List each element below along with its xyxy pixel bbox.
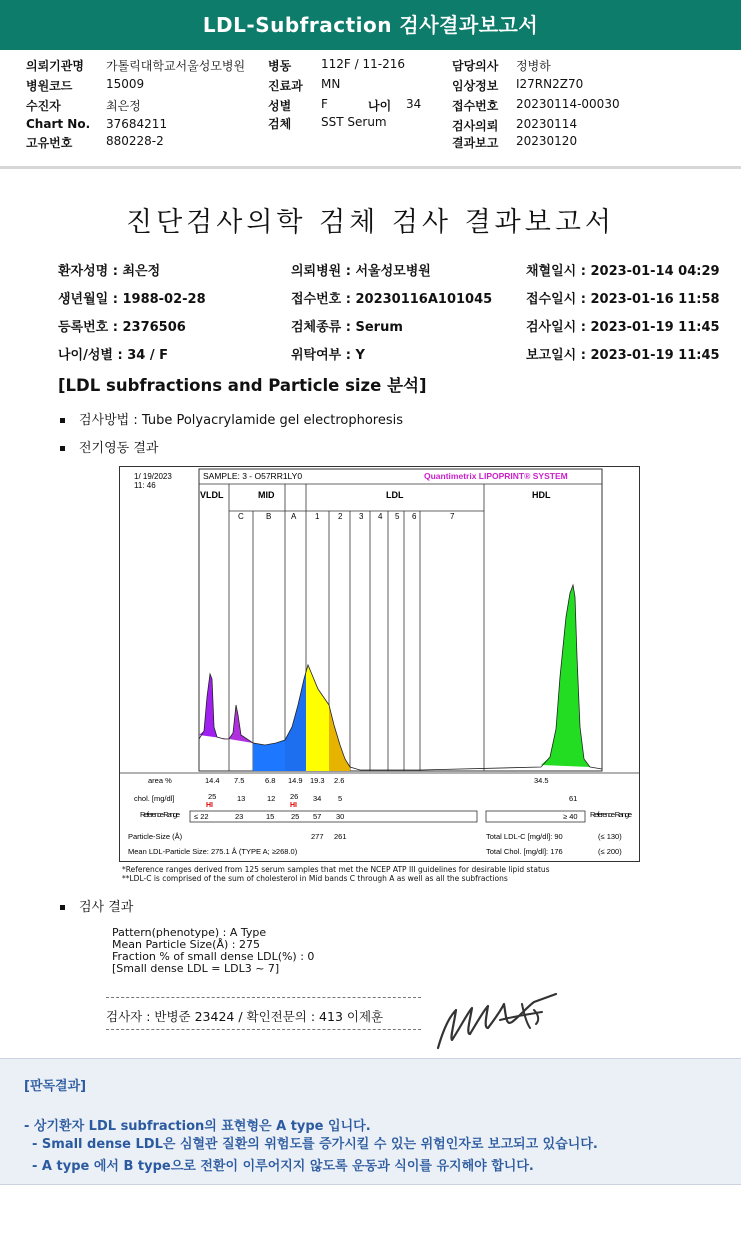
- age-label: 나이: [368, 99, 392, 113]
- particle-size-2: 261: [334, 832, 347, 841]
- reference-label-left: Reference Range: [140, 810, 180, 819]
- clinical-label: 임상정보: [452, 79, 499, 93]
- hospital-code-value: 15009: [106, 77, 145, 91]
- result-label: 검사 결과: [79, 900, 134, 915]
- hospital-code-label: 병원코드: [26, 79, 73, 93]
- interpretation-title: [판독결과]: [24, 1079, 87, 1094]
- ref-vldl: ≤ 22: [194, 812, 209, 821]
- band-b: B: [266, 512, 272, 521]
- ward-value: 112F / 11-216: [321, 57, 405, 71]
- group-vldl: VLDL: [200, 490, 224, 500]
- document-title: 진단검사의학 검체 검사 결과보고서: [126, 207, 615, 238]
- ref-c: 23: [235, 812, 244, 821]
- band-5: 5: [395, 512, 400, 521]
- signature-bottom-rule: [106, 1029, 421, 1030]
- doctor-label: 담당의사: [452, 59, 499, 73]
- bullet-dot: [60, 418, 65, 423]
- chol-c: 13: [237, 794, 246, 803]
- patient-info-header: [0, 50, 741, 169]
- ref-hdl: ≥ 40: [563, 812, 578, 821]
- hi-flag-vldl: HI: [206, 802, 213, 809]
- method-label: 검사방법 : Tube Polyacrylamide gel electrophoresis: [79, 413, 404, 428]
- chol-1: 34: [313, 794, 322, 803]
- chol-a: 26: [290, 792, 299, 801]
- band-4: 4: [378, 512, 383, 521]
- sex-value: F: [321, 97, 328, 111]
- band-3: 3: [359, 512, 364, 521]
- report-date-label: 결과보고: [452, 136, 499, 150]
- total-ldl-ref: (≤ 130): [598, 832, 622, 841]
- specimen-value: SST Serum: [321, 115, 387, 129]
- ref-a: 25: [291, 812, 300, 821]
- doctor-value: 정병하: [516, 59, 551, 73]
- clinical-value: I27RN2Z70: [516, 77, 584, 91]
- band-1: 1: [315, 512, 320, 521]
- signature-top-rule: [106, 997, 421, 998]
- receipt-no-label: 접수번호: [452, 99, 499, 113]
- tested-time: 검사일시 : 2023-01-19 11:45: [526, 320, 720, 335]
- area-b: 6.8: [265, 776, 276, 785]
- ref-b: 15: [266, 812, 275, 821]
- group-mid: MID: [258, 490, 275, 500]
- receipt-number: 접수번호 : 20230116A101045: [291, 292, 493, 307]
- chart-brand: Quantimetrix LIPOPRINT® SYSTEM: [424, 471, 568, 481]
- particle-size-label: Particle-Size (Å): [128, 832, 183, 841]
- interpretation-line-1: - 상기환자 LDL subfraction의 표현형은 A type 입니다.: [24, 1119, 371, 1134]
- footnote-2: **LDL-C is comprised of the sum of cholesterol in Mid bands C through A as well as all the subfractions: [122, 873, 508, 883]
- referring-hospital: 의뢰병원 : 서울성모병원: [291, 264, 431, 279]
- total-chol-ref: (≤ 200): [598, 847, 622, 856]
- chol-b: 12: [267, 794, 276, 803]
- signature-image: [430, 990, 565, 1052]
- bullet-dot: [60, 446, 65, 451]
- receipt-no-value: 20230114-00030: [516, 97, 620, 111]
- band-7: 7: [450, 512, 455, 521]
- interpretation-line-2: - Small dense LDL은 심혈관 질환의 위험도를 증가시킬 수 있는 위험인자로 보고되고 있습니다.: [32, 1137, 598, 1152]
- chart-footnotes: [122, 866, 550, 883]
- request-date-label: 검사의뢰: [452, 119, 499, 133]
- chart-sample: SAMPLE: 3 - O57RR1LY0: [203, 471, 303, 481]
- hi-flag-a: HI: [290, 802, 297, 809]
- electro-bullet: [60, 437, 158, 456]
- collector-label: 수진자: [26, 99, 61, 113]
- chol-label: chol. [mg/dl]: [134, 794, 175, 803]
- specimen-label: 검체: [268, 117, 292, 131]
- interpretation-line-3: - A type 에서 B type으로 전환이 이루어지지 않도록 운동과 식이를 유지해야 합니다.: [32, 1159, 534, 1174]
- section-title: [LDL subfractions and Particle size 분석]: [58, 376, 427, 395]
- band-6: 6: [412, 512, 417, 521]
- method-bullet: [60, 409, 403, 428]
- footnote-1: *Reference ranges derived from 125 serum samples that met the NCEP ATP III guidelines for desirable lipid status: [122, 865, 550, 874]
- unique-no-label: 고유번호: [26, 136, 73, 150]
- reported-time: 보고일시 : 2023-01-19 11:45: [526, 348, 720, 363]
- area-c: 7.5: [234, 776, 245, 785]
- received-time: 접수일시 : 2023-01-16 11:58: [526, 292, 720, 307]
- chol-2: 5: [338, 794, 343, 803]
- patient-age-sex: 나이/성별 : 34 / F: [58, 348, 169, 363]
- dept-value: MN: [321, 77, 341, 91]
- reference-label-right: Reference Range: [590, 810, 632, 819]
- chart-no-value: 37684211: [106, 117, 168, 131]
- area-hdl: 34.5: [534, 776, 549, 785]
- group-ldl: LDL: [386, 490, 404, 500]
- unique-no-value: 880228-2: [106, 134, 164, 148]
- electrophoresis-chart: [119, 466, 640, 862]
- report-date-value: 20230120: [516, 134, 578, 148]
- total-chol: Total Chol. [mg/dl]: 176: [486, 847, 563, 856]
- group-hdl: HDL: [532, 490, 551, 500]
- chart-date: 1/ 19/2023: [134, 472, 172, 481]
- particle-size-1: 277: [311, 832, 324, 841]
- interpretation-box: [0, 1058, 741, 1185]
- request-date-value: 20230114: [516, 117, 578, 131]
- result-fraction: Fraction % of small dense LDL(%) : 0: [112, 950, 315, 963]
- chol-hdl: 61: [569, 794, 578, 803]
- ref-2: 30: [336, 812, 345, 821]
- collector-value: 최은정: [106, 99, 141, 113]
- signature-line: 검사자 : 반병준 23424 / 확인전문의 : 413 이제훈: [106, 1009, 384, 1024]
- area-label: area %: [148, 776, 172, 785]
- institution-label: 의뢰기관명: [26, 59, 84, 73]
- electrophoresis-svg: [120, 467, 639, 861]
- electro-label: 전기영동 결과: [79, 441, 159, 456]
- result-bullet: [60, 896, 133, 915]
- patient-dob: 생년월일 : 1988-02-28: [58, 292, 206, 307]
- band-c: C: [238, 512, 244, 521]
- collected-time: 채혈일시 : 2023-01-14 04:29: [526, 264, 720, 279]
- band-2: 2: [338, 512, 343, 521]
- area-a: 14.9: [288, 776, 303, 785]
- ref-1: 57: [313, 812, 322, 821]
- chart-no-label: Chart No.: [26, 117, 91, 131]
- patient-name: 환자성명 : 최은정: [58, 264, 161, 279]
- outsourced-flag: 위탁여부 : Y: [291, 348, 365, 363]
- total-ldl: Total LDL-C [mg/dl]: 90: [486, 832, 563, 841]
- chol-vldl: 25: [208, 792, 217, 801]
- report-title-bar: [0, 0, 741, 50]
- area-2: 2.6: [334, 776, 345, 785]
- bullet-dot: [60, 905, 65, 910]
- ward-label: 병동: [268, 59, 292, 73]
- dept-label: 진료과: [268, 79, 303, 93]
- result-sdldl-def: [Small dense LDL = LDL3 ~ 7]: [112, 962, 280, 975]
- report-title: LDL-Subfraction 검사결과보고서: [202, 13, 539, 37]
- result-pattern: Pattern(phenotype) : A Type: [112, 926, 267, 939]
- age-value: 34: [406, 97, 422, 111]
- area-vldl: 14.4: [205, 776, 220, 785]
- band-a: A: [291, 512, 297, 521]
- institution-value: 가톨릭대학교서울성모병원: [106, 59, 246, 73]
- plot-frame: [199, 469, 602, 771]
- area-1: 19.3: [310, 776, 325, 785]
- specimen-type: 검체종류 : Serum: [291, 320, 403, 335]
- result-mean-size: Mean Particle Size(Å) : 275: [112, 938, 260, 951]
- patient-reg-no: 등록번호 : 2376506: [58, 320, 186, 335]
- mean-ldl-size: Mean LDL-Particle Size: 275.1 Å (TYPE A; ≥268.0): [128, 847, 298, 856]
- sex-label: 성별: [268, 99, 292, 113]
- chart-time: 11: 46: [134, 481, 156, 490]
